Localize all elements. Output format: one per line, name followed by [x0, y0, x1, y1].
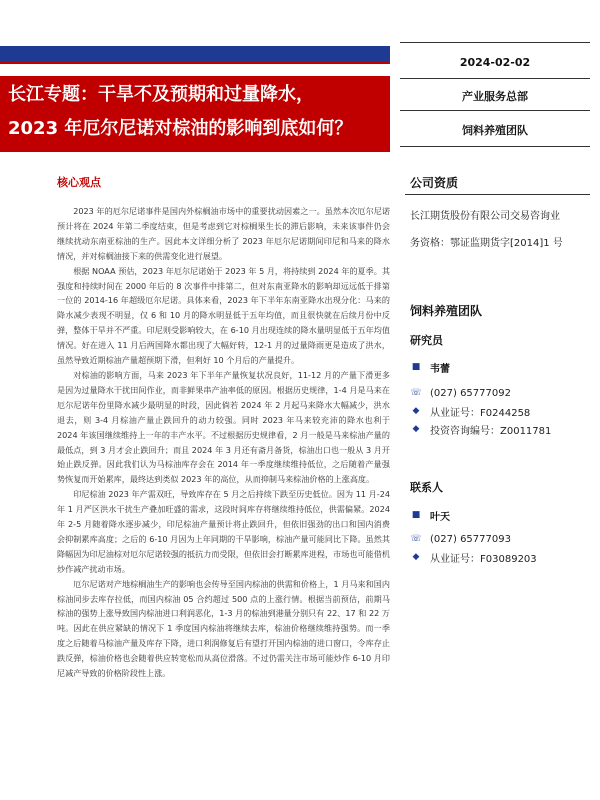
phone-icon: ☏ [410, 388, 422, 398]
researcher-name: 韦蕾 [430, 363, 450, 375]
core-heading: 核心观点 [57, 176, 101, 189]
license-number: 务资格：鄂证监期货字[2014]1 号 [410, 238, 563, 249]
diamond-bullet-icon: ◆ [412, 406, 420, 416]
researcher-phone: (027) 65777092 [430, 387, 511, 399]
header-red-line [0, 62, 390, 64]
researcher-cert: 从业证号：F0244258 [430, 407, 531, 419]
paragraph: 对棕油的影响方面，马来 2023 年下半年产量恢复状况良好，11-12 月的产量下滑更多是因为过量降水干扰田间作业，而非鲜果串产油率低的原因。根据历史规律，1-4 月是马来在厄尔尼诺年份里降水减少最明显的时段，因此倘若 2024 年 2 月起马来降水大幅减少，洪水退去，则 3-4 月棕油产量止跌回升的动力较强。同时 2023 年马来较充沛的降水也利于 2024 年该国继续维持上一年的丰产水平。不过根据历史规律看，2 月一般是马来棕油产量的最低点，到 3 月才会止跌回升；而且 2024 年 3 月还有斋月备货，棕油出口也一般从 3 月开始止跌反弹。因此我们认为马棕油库存会在 2014 年一季度继续维持低位，之后随着产量强势恢复而开始累库，最终达到类似 2023 年的高位，从而抑制马来棕油价格的上涨高度。 [57, 369, 390, 485]
contact-phone: (027) 65777093 [430, 533, 511, 545]
meta-divider [400, 78, 590, 79]
sidebar-divider [405, 194, 590, 195]
paragraph: 根据 NOAA 预估，2023 年厄尔尼诺始于 2023 年 5 月，将持续到 2024 年的夏季。其强度和持续时间在 2000 年后的 8 次事件中排第二，但对东南亚降水的影响却远远低于排第一位的 2014-16 年超级厄尔尼诺。具体来看，2023 年下半年东南亚降水出现分化：马来的降水减少表现不明显，仅 6 和 10 月的降水明显低于五年均值，而且很快就在后续月份中反弹，整体干旱并不严重。印尼则受影响较大，在 6-10 月出现连续的降水量明显低于五年均值情况。好在进入 11 月后两国降水都出现了大幅好转，12-1 月的过量降雨更是造成了洪水，虽然导致近期棕油产量超预期下滑，但利好 10 个月后的产量提升。 [57, 265, 390, 366]
department: 产业服务总部 [462, 90, 528, 103]
company-name: 长江期货股份有限公司交易咨询业 [410, 211, 560, 222]
report-title-line2: 2023 年厄尔尼诺对棕油的影响到底如何？ [8, 118, 353, 139]
report-title-line1: 长江专题：干旱不及预期和过量降水， [8, 84, 314, 105]
researcher-card [410, 358, 551, 438]
paragraph: 2023 年的厄尔尼诺事件是国内外棕榈油市场中的重要扰动因素之一。虽然本次厄尔尼诺预计将在 2024 年第二季度结束，但是考虑到它对棕榈果生长的滞后影响，未来该事件仍会继续扰动东南亚棕油的生产。因此本文详细分析了 2023 年厄尔尼诺期间印尼和马来的降水情况，并对棕榈油接下来的供需变化进行展望。 [57, 206, 390, 261]
paragraph: 印尼棕油 2023 年产需双旺，导致库存在 5 月之后持续下跌至历史低位。因为 11 月-24 年 1 月严区洪水干扰生产叠加旺盛的需求，这段时间库存将继续维持低位，供需偏紧。2024 年 2-5 月随着降水逐步减少，印尼棕油产量预计将止跌回升，但依旧强劲的出口和国内消费会抑制累库高度；之后的 6-10 月因为上年同期的干旱影响，棕油产量可能同比下降。虽然其降幅因为印尼油棕对厄尔尼诺较强的抵抗力而受限，但依旧会打断累库进程，市场也可能借机炒作减产扰动市场。 [57, 489, 390, 574]
contact-cert: 从业证号：F03089203 [430, 553, 537, 565]
team: 饲料养殖团队 [462, 124, 528, 137]
contact-name: 叶天 [430, 511, 450, 523]
diamond-bullet-icon: ◆ [412, 424, 420, 434]
header-blue-bar [0, 46, 390, 62]
report-date: 2024-02-02 [459, 56, 531, 69]
meta-divider [400, 146, 590, 147]
researcher-heading: 研究员 [410, 334, 443, 347]
phone-icon: ☏ [410, 534, 422, 544]
contact-card [410, 506, 537, 566]
diamond-bullet-icon: ◆ [412, 552, 420, 562]
core-body [57, 204, 390, 681]
researcher-advisory: 投资咨询编号：Z0011781 [430, 425, 552, 437]
meta-divider [400, 42, 590, 43]
contact-heading: 联系人 [410, 481, 443, 494]
person-icon: ■ [411, 362, 421, 372]
qualification-heading: 公司资质 [410, 176, 459, 190]
team-heading: 饲料养殖团队 [410, 304, 483, 318]
meta-divider [400, 110, 590, 111]
person-icon: ■ [411, 510, 421, 520]
paragraph: 厄尔尼诺对产地棕榈油生产的影响也会传导至国内棕油的供需和价格上，1 月马来和国内棕油同步去库存拉低，而国内棕油 05 合约超过 500 点的上涨行情。根据当前预估，前期马棕油的强势上涨导致国内棕油进口利润恶化，1-3 月的棕油到港量分别只有 22、17 和 22 万吨。因此在供应紧缺的情况下 1 季度国内棕油将继续去库，棕油价格继续维持强势。而一季度之后随着马棕油产量及库存下降，进口利润修复后有望打开国内棕油的进口窗口，令库存止跌反弹，棕油价格也会随着供应转宽松而从高位滑落。不过仍需关注市场可能炒作 6-10 月印尼减产导致的价格阶段性上涨。 [57, 578, 390, 679]
